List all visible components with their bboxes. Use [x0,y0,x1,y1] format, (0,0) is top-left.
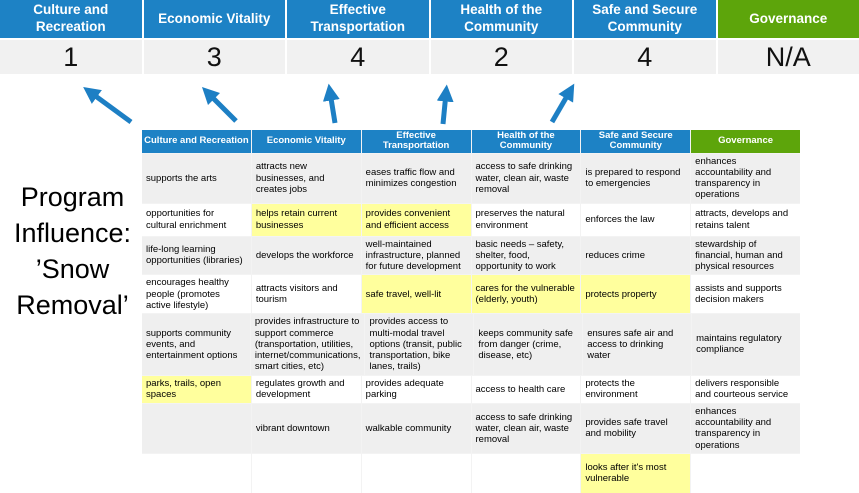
matrix-cell [142,404,251,453]
matrix-cell: enforces the law [581,204,690,236]
summary-header-safe-and-secure-community: Safe and Secure Community [574,0,716,38]
matrix-cell: stewardship of financial, human and physical resources [691,237,800,275]
matrix-row [142,404,800,453]
matrix-cell: attracts, develops and retains talent [691,204,800,236]
matrix-row [142,204,800,236]
matrix-cell: ensures safe air and access to drinking water [583,314,691,375]
matrix-header-row [142,130,800,153]
summary-score-safe-and-secure-community: 4 [574,40,716,74]
matrix-cell: enhances accountability and transparency in operations [691,154,800,203]
matrix-header-cell: Governance [691,130,800,153]
matrix-cell: looks after it's most vulnerable [581,454,690,493]
summary-score-culture-and-recreation: 1 [0,40,142,74]
summary-score-economic-vitality: 3 [144,40,286,74]
matrix-cell: provides access to multi-modal travel options (transit, public transportation, bike lanes, trails) [365,314,473,375]
matrix-cell: basic needs – safety, shelter, food, opportunity to work [472,237,581,275]
matrix-row [142,314,800,375]
up-arrow-icon [552,91,570,122]
summary-banner [0,0,859,74]
matrix-cell: safe travel, well-lit [362,275,471,313]
matrix-cell [142,454,251,493]
matrix-cell: attracts visitors and tourism [252,275,361,313]
matrix-cell: protects the environment [581,376,690,403]
matrix-cell [362,454,471,493]
matrix-cell: delivers responsible and courteous service [691,376,800,403]
matrix-cell: provides convenient and efficient access [362,204,471,236]
influence-matrix [142,130,800,493]
matrix-cell: supports the arts [142,154,251,203]
matrix-cell: develops the workforce [252,237,361,275]
program-influence-title: Program Influence: ’Snow Removal’ [1,180,144,324]
matrix-row [142,454,800,493]
matrix-cell: assists and supports decision makers [691,275,800,313]
matrix-row [142,275,800,313]
matrix-cell: access to health care [472,376,581,403]
matrix-cell [691,454,800,493]
matrix-cell: regulates growth and development [252,376,361,403]
matrix-cell: helps retain current businesses [252,204,361,236]
matrix-cell: vibrant downtown [252,404,361,453]
summary-header-economic-vitality: Economic Vitality [144,0,286,38]
matrix-cell: opportunities for cultural enrichment [142,204,251,236]
matrix-cell: well-maintained infrastructure, planned for future development [362,237,471,275]
matrix-header-cell: Safe and Secure Community [581,130,690,153]
matrix-header-cell: Health of the Community [472,130,581,153]
matrix-cell: provides infrastructure to support commerce (transportation, utilities, internet/communications, smart cities, etc) [251,314,365,375]
matrix-header-cell: Culture and Recreation [142,130,251,153]
matrix-cell: provides safe travel and mobility [581,404,690,453]
summary-score-effective-transportation: 4 [287,40,429,74]
matrix-cell [472,454,581,493]
summary-score-health-of-the-community: 2 [431,40,573,74]
matrix-cell: encourages healthy people (promotes active lifestyle) [142,275,251,313]
matrix-cell: access to safe drinking water, clean air, waste removal [472,404,581,453]
matrix-cell: life-long learning opportunities (libraries) [142,237,251,275]
influence-arrows [0,78,859,130]
matrix-cell: access to safe drinking water, clean air, waste removal [472,154,581,203]
summary-header-health-of-the-community: Health of the Community [431,0,573,38]
matrix-cell: reduces crime [581,237,690,275]
up-arrow-icon [90,92,131,122]
matrix-cell: protects property [581,275,690,313]
matrix-cell: supports community events, and entertainment options [142,314,250,375]
matrix-cell: preserves the natural environment [472,204,581,236]
matrix-header-cell: Economic Vitality [252,130,361,153]
matrix-cell: parks, trails, open spaces [142,376,251,403]
matrix-cell: walkable community [362,404,471,453]
matrix-header-cell: Effective Transportation [362,130,471,153]
matrix-cell: provides adequate parking [362,376,471,403]
matrix-cell [252,454,361,493]
matrix-cell: cares for the vulnerable (elderly, youth) [472,275,581,313]
matrix-cell: keeps community safe from danger (crime, disease, etc) [474,314,582,375]
up-arrow-icon [443,93,446,124]
summary-header-governance: Governance [718,0,859,38]
summary-header-effective-transportation: Effective Transportation [287,0,429,38]
summary-header-culture-and-recreation: Culture and Recreation [0,0,142,38]
up-arrow-icon [208,93,236,121]
matrix-row [142,376,800,403]
summary-score-governance: N/A [718,40,859,74]
matrix-cell: is prepared to respond to emergencies [581,154,690,203]
matrix-cell: eases traffic flow and minimizes congestion [362,154,471,203]
matrix-row [142,154,800,203]
matrix-cell: maintains regulatory compliance [692,314,800,375]
matrix-cell: attracts new businesses, and creates jobs [252,154,361,203]
matrix-row [142,237,800,275]
up-arrow-icon [330,92,335,123]
matrix-cell: enhances accountability and transparency in operations [691,404,800,453]
